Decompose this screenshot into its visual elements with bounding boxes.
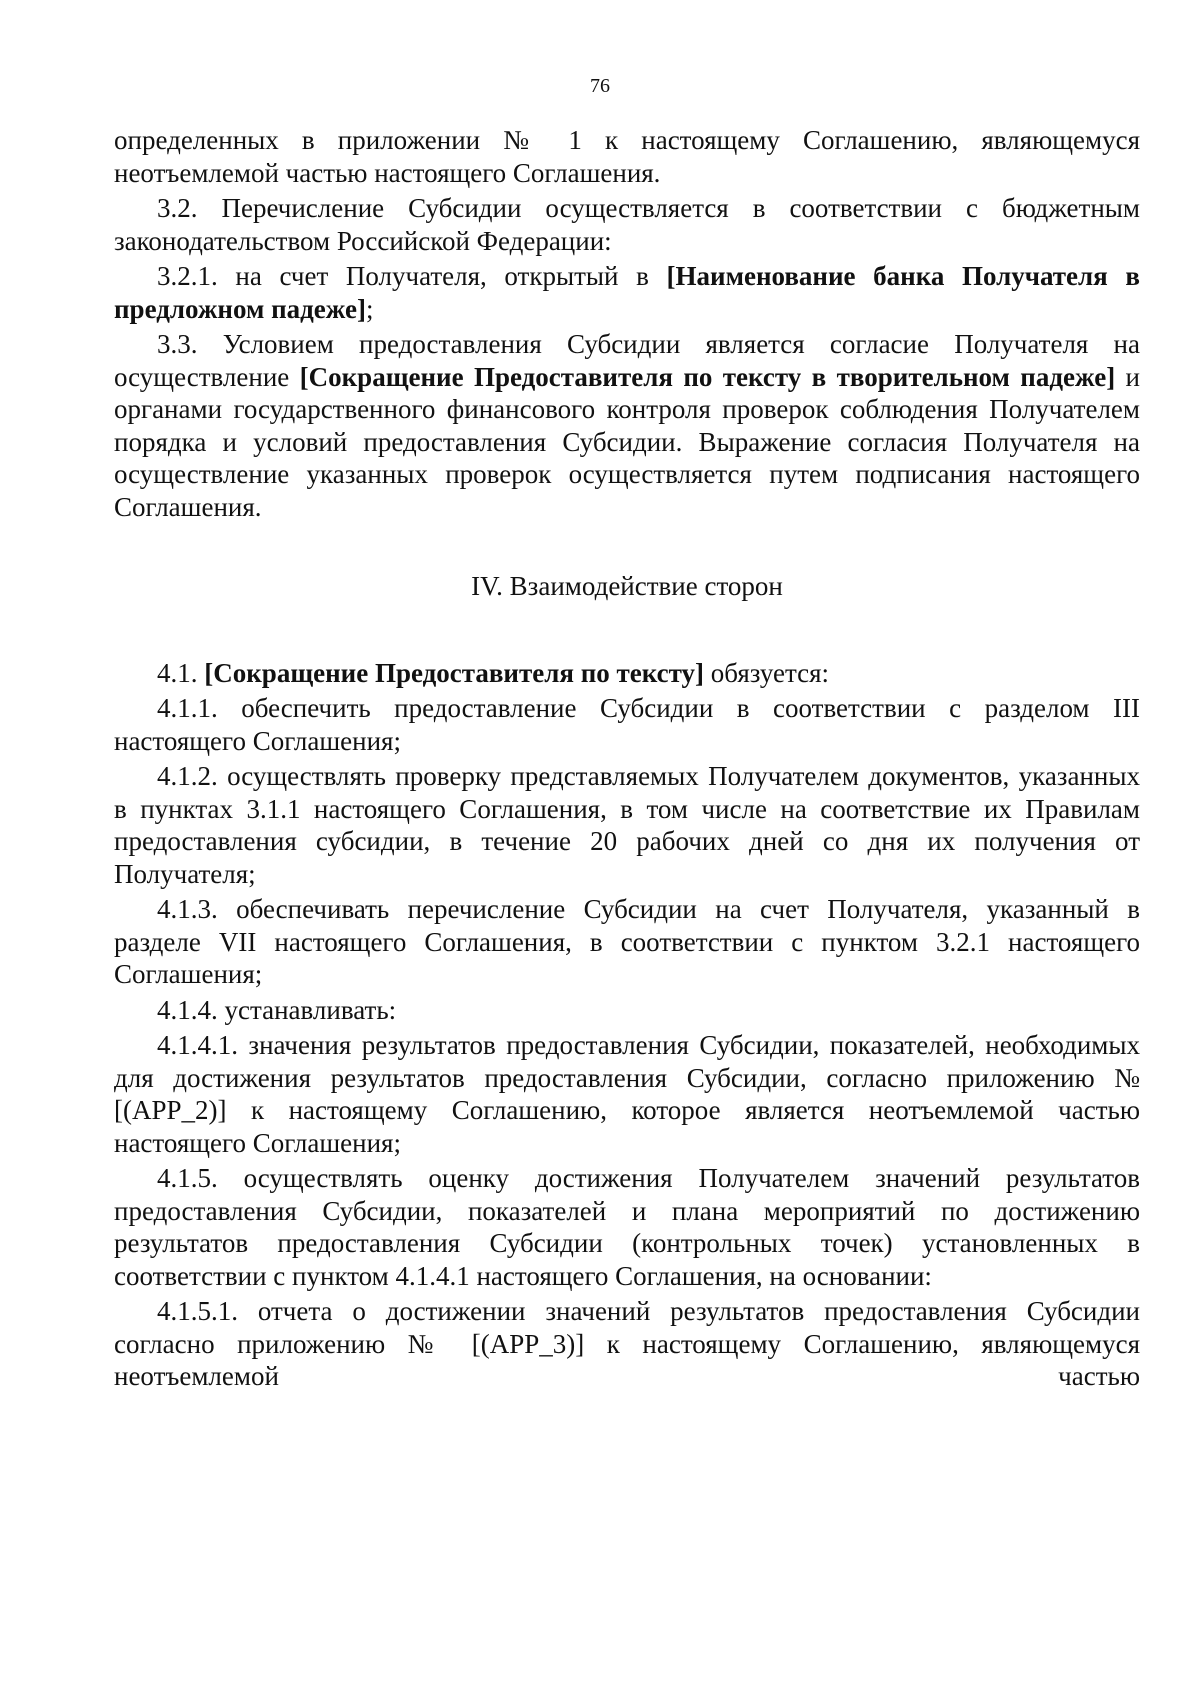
page-number: 76 [590,75,610,97]
paragraph-4-1-3: 4.1.3. обеспечивать перечисление Субсидии на счет Получателя, указанный в разделе VII настоящего Соглашения, в соответствии с пунктом 3.2.1 настоящего Соглашения; [114,894,1140,989]
paragraph-4-1-1: 4.1.1. обеспечить предоставление Субсидии в соответствии с разделом III настоящего Соглашения; [114,693,1140,756]
paragraph-3-2: 3.2. Перечисление Субсидии осуществляется в соответствии с бюджетным законодательством Российской Федерации: [114,193,1140,256]
paragraph-4-1-5-1: 4.1.5.1. отчета о достижении значений результатов предоставления Субсидии согласно приложению № [(APP_3)] к настоящему Соглашению, являющемуся неотъемлемой частью [114,1296,1140,1391]
paragraph-4-1 [114,657,1140,690]
paragraph-3-2-1-text: 3.2.1. на счет Получателя, открытый в [157,261,667,291]
paragraph-4-1-2: 4.1.2. осуществлять проверку представляемых Получателем документов, указанных в пунктах 3.1.1 настоящего Соглашения, в том числе на соответствие их Правилам предоставления субсидии, в течение 20 рабочих дней со дня их получения от Получателя; [114,761,1140,889]
paragraph-4-1-number: 4.1. [157,657,205,688]
paragraph-3-3 [114,328,1140,523]
paragraph-continuation: определенных в приложении № 1 к настоящему Соглашению, являющемуся неотъемлемой частью настоящего Соглашения. [114,125,1140,188]
provider-placeholder: [Сокращение Предоставителя по тексту] [204,657,705,688]
provider-instrumental-placeholder: [Сокращение Предоставителя по тексту в творительном падеже] [299,361,1116,392]
paragraph-3-2-1 [114,260,1140,325]
section-heading: IV. Взаимодействие сторон [471,571,783,601]
document-body [114,124,1140,1396]
paragraph-4-1-4-1: 4.1.4.1. значения результатов предоставления Субсидии, показателей, необходимых для достижения результатов предоставления Субсидии, согласно приложению № [(APP_2)] к настоящему Соглашению, которое является неотъемлемой частью настоящего Соглашения; [114,1030,1140,1158]
paragraph-3-3-rest: и органами государственного финансового контроля проверок соблюдения Получателем порядка и условий предоставления Субсидии. Выражение согласия Получателя на осуществление указанных проверок осуществляется путем подписания настоящего Соглашения. [114,361,1141,522]
paragraph-3-3-text: 3.3. Условием предоставления Субсидии является согласие Получателя на осуществление [114,329,1140,392]
paragraph-3-2-1-end: ; [366,293,374,324]
paragraph-4-1-4: 4.1.4. устанавливать: [157,994,397,1025]
paragraph-4-1-text: обязуется: [704,657,830,688]
paragraph-4-1-5: 4.1.5. осуществлять оценку достижения Получателем значений результатов предоставления Субсидии, показателей и плана мероприятий по достижению результатов предоставления Субсидии (контрольных точек) установленных в соответствии с пунктом 4.1.4.1 настоящего Соглашения, на основании: [114,1163,1140,1291]
bank-name-placeholder: [Наименование банка Получателя в предложном падеже] [114,261,1140,324]
